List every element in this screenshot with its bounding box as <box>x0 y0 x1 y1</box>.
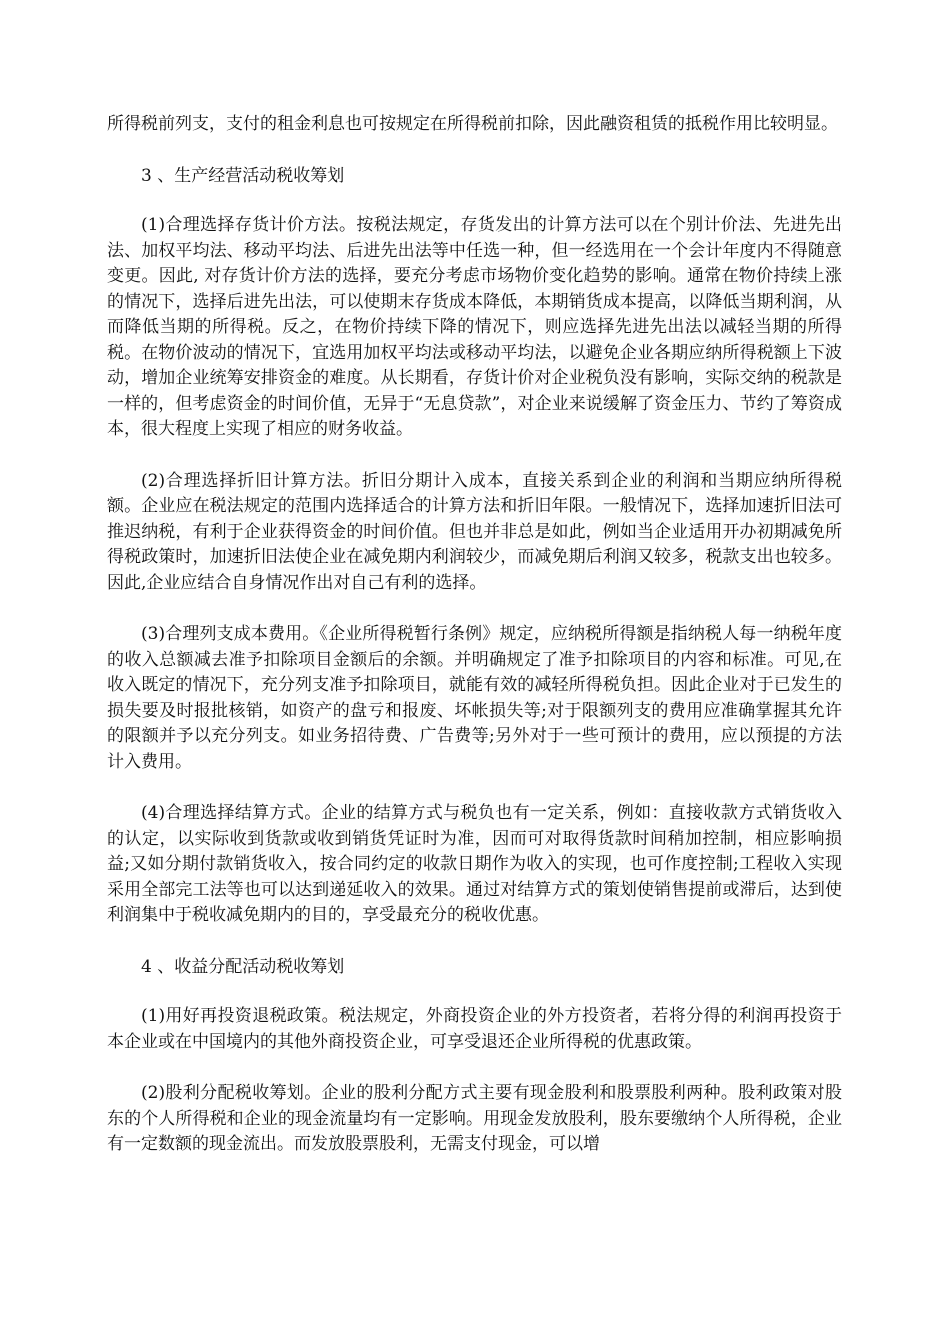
paragraph-inventory-valuation: (1)合理选择存货计价方法。按税法规定，存货发出的计算方法可以在个别计价法、先进先出法、加权平均法、移动平均法、后进先出法等中任选一种，但一经选用在一个会计年度内不得随意变更。因此, 对存货计价方法的选择，要充分考虑市场物价变化趋势的影响。通常在物价持续上涨的情况下，选择后进先出法，可以使期末存货成本降低，本期销货成本提高，以降低当期利润，从而降低当期的所得税。反之，在物价持续下降的情况下，则应选择先进先出法以减轻当期的所得税。在物价波动的情况下，宜选用加权平均法或移动平均法，以避免企业各期应纳所得税额上下波动，增加企业统筹安排资金的难度。从长期看，存货计价对企业税负没有影响，实际交纳的税款是一样的，但考虑资金的时间价值，无异于“无息贷款”，对企业来说缓解了资金压力、节约了筹资成本，很大程度上实现了相应的财务收益。 <box>107 215 842 439</box>
paragraph-depreciation: (2)合理选择折旧计算方法。折旧分期计入成本，直接关系到企业的利润和当期应纳所得税额。企业应在税法规定的范围内选择适合的计算方法和折旧年限。一般情况下，选择加速折旧法可推迟纳税，有利于企业获得资金的时间价值。但也并非总是如此，例如当企业适用开办初期减免所得税政策时，加速折旧法使企业在减免期内利润较少，而减免期后利润又较多，税款支出也较多。因此,企业应结合自身情况作出对自己有利的选择。 <box>107 470 842 593</box>
paragraph-reinvestment-refund: (1)用好再投资退税政策。税法规定，外商投资企业的外方投资者，若将分得的利润再投资于本企业或在中国境内的其他外商投资企业，可享受退还企业所得税的优惠政策。 <box>107 1006 842 1052</box>
section-heading-3: 3 、生产经营活动税收筹划 <box>141 165 345 186</box>
section-heading-4: 4 、收益分配活动税收筹划 <box>141 956 345 977</box>
paragraph-settlement-method: (4)合理选择结算方式。企业的结算方式与税负也有一定关系，例如：直接收款方式销货收入的认定，以实际收到货款或收到销货凭证时为准，因而可对取得货款时间稍加控制，相应影响损益;又如分期付款销货收入，按合同约定的收款日期作为收入的实现，也可作度控制;工程收入实现采用全部完工法等也可以达到递延收入的效果。通过对结算方式的策划使销售提前或滞后，达到使利润集中于税收减免期内的目的，享受最充分的税收优惠。 <box>107 803 843 925</box>
document-page <box>107 112 842 1184</box>
paragraph-dividend-distribution: (2)股利分配税收筹划。企业的股利分配方式主要有现金股利和股票股利两种。股利政策对股东的个人所得税和企业的现金流量均有一定影响。用现金发放股利，股东要缴纳个人所得税，企业有一定数额的现金流出。而发放股票股利，无需支付现金，可以增 <box>107 1083 842 1154</box>
paragraph-cost-expenses: (3)合理列支成本费用。《企业所得税暂行条例》规定，应纳税所得额是指纳税人每一纳税年度的收入总额减去准予扣除项目金额后的余额。并明确规定了准予扣除项目的内容和标准。可见,在收入既定的情况下，充分列支准予扣除项目，就能有效的减轻所得税负担。因此企业对于已发生的损失要及时报批核销，如资产的盘亏和报废、坏帐损失等;对于限额列支的费用应准确掌握其允许的限额并予以充分列支。如业务招待费、广告费等;另外对于一些可预计的费用，应以预提的方法计入费用。 <box>107 624 842 772</box>
paragraph-intro: 所得税前列支，支付的租金利息也可按规定在所得税前扣除，因此融资租赁的抵税作用比较明显。 <box>107 114 838 134</box>
